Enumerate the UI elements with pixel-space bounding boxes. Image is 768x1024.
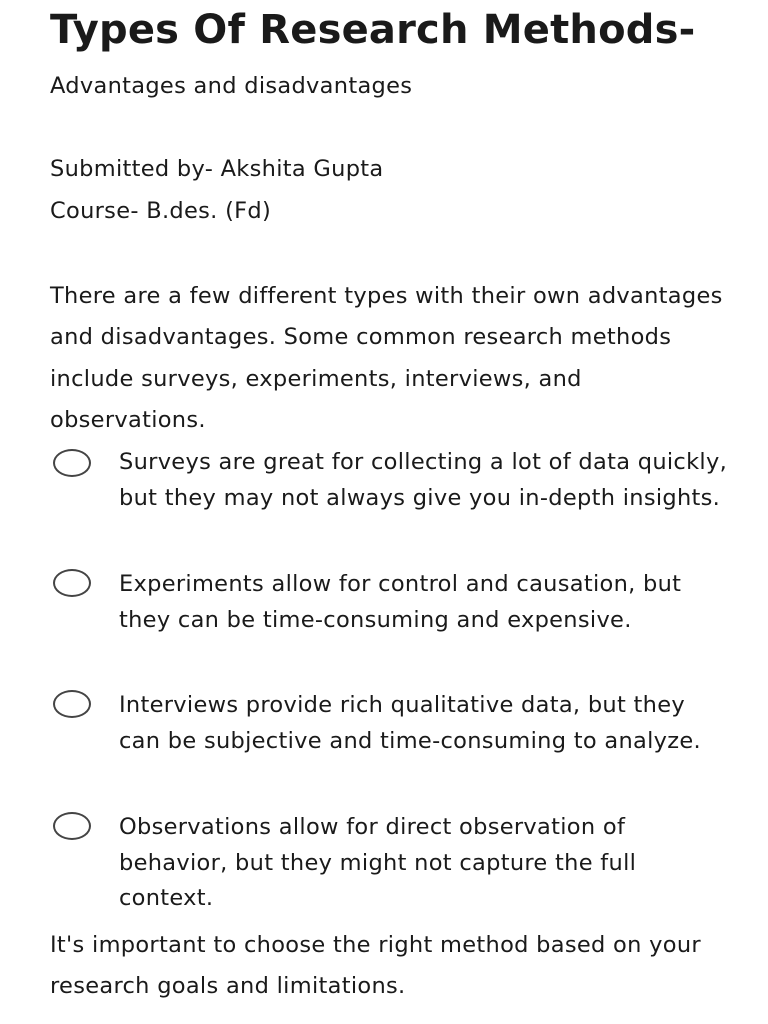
list-item-text: Surveys are great for collecting a lot of data quickly, but they may not always give you in-depth insights. xyxy=(119,449,728,511)
list-item-text: Observations allow for direct observation of behavior, but they might not capture the full context. xyxy=(119,814,637,911)
course: Course- B.des. (Fd) xyxy=(50,198,272,224)
submitted-by: Submitted by- Akshita Gupta xyxy=(50,156,384,182)
radio-circle-icon[interactable] xyxy=(53,569,91,597)
subtitle: Advantages and disadvantages xyxy=(50,73,413,99)
radio-circle-icon[interactable] xyxy=(53,449,91,477)
radio-circle-icon[interactable] xyxy=(53,812,91,840)
page-title: Types Of Research Methods- xyxy=(50,7,696,53)
intro-paragraph: There are a few different types with their own advantages and disadvantages. Some common research methods include surveys, experiments, interviews, and observations. xyxy=(50,283,723,433)
list-item-text: Experiments allow for control and causation, but they can be time-consuming and expensive. xyxy=(119,571,682,633)
radio-circle-icon[interactable] xyxy=(53,690,91,718)
closing-paragraph: It's important to choose the right method based on your research goals and limitations. xyxy=(50,932,701,1000)
list-item-text: Interviews provide rich qualitative data, but they can be subjective and time-consuming to analyze. xyxy=(119,692,701,754)
